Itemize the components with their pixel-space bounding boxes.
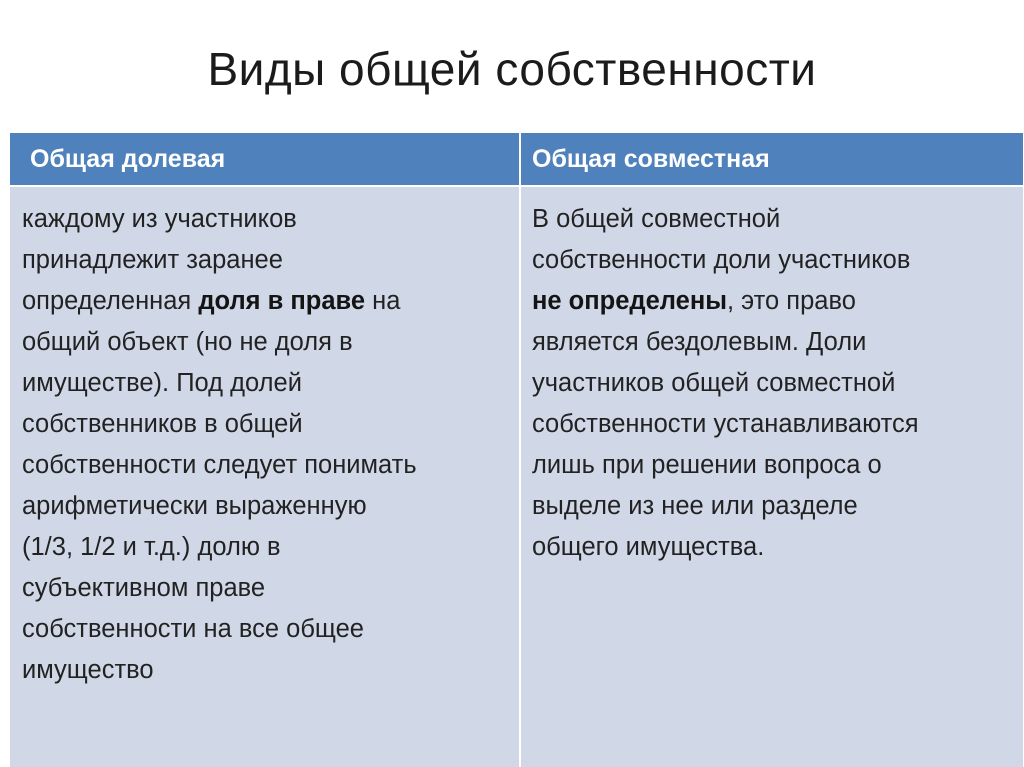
text-segment: каждому из участников — [22, 205, 297, 233]
slide-title: Виды общей собственности — [207, 43, 817, 95]
text-segment: , это право — [727, 287, 856, 315]
text-line — [22, 527, 509, 568]
text-segment: (1/3, 1/2 и т.д.) долю в — [22, 533, 281, 561]
text-line — [532, 281, 1013, 322]
text-segment: участников общей совместной — [532, 369, 896, 397]
text-segment: определенная — [22, 287, 199, 315]
text-segment: общего имущества. — [532, 533, 765, 561]
header-joint-ownership: Общая совместная — [521, 133, 1023, 185]
text-line — [532, 486, 1013, 527]
text-segment: является бездолевым. Доли — [532, 328, 867, 356]
joint-ownership-description — [521, 187, 1023, 767]
text-line — [22, 363, 509, 404]
emphasized-text: не определены — [532, 287, 727, 315]
text-segment: имуществе). Под долей — [22, 369, 302, 397]
text-line — [532, 445, 1013, 486]
text-line — [22, 240, 509, 281]
shared-ownership-description — [10, 187, 521, 767]
text-segment: собственности устанавливаются — [532, 410, 919, 438]
text-segment: собственников в общей — [22, 410, 303, 438]
text-segment: лишь при решении вопроса о — [532, 451, 882, 479]
text-line — [22, 568, 509, 609]
comparison-table — [10, 133, 1023, 767]
text-line — [22, 404, 509, 445]
text-line — [22, 650, 509, 691]
text-line — [22, 486, 509, 527]
text-line — [532, 363, 1013, 404]
text-segment: выделе из нее или разделе — [532, 492, 858, 520]
text-segment: В общей совместной — [532, 205, 781, 233]
text-line — [22, 281, 509, 322]
text-line — [532, 240, 1013, 281]
text-segment: субъективном праве — [22, 574, 266, 602]
text-line — [532, 527, 1013, 568]
text-line — [532, 199, 1013, 240]
text-segment: имущество — [22, 656, 154, 684]
text-line — [532, 404, 1013, 445]
text-line — [22, 445, 509, 486]
text-segment: собственности доли участников — [532, 246, 911, 274]
text-line — [532, 322, 1013, 363]
text-segment: собственности следует понимать — [22, 451, 417, 479]
text-segment: собственности на все общее — [22, 615, 364, 643]
text-line — [22, 322, 509, 363]
text-segment: арифметически выраженную — [22, 492, 367, 520]
emphasized-text: доля в праве — [198, 287, 366, 315]
text-segment: на — [365, 287, 401, 315]
table-body-row — [10, 187, 1023, 767]
text-segment: принадлежит заранее — [22, 246, 283, 274]
header-shared-ownership: Общая долевая — [10, 133, 521, 185]
text-line — [22, 199, 509, 240]
table-header-row — [10, 133, 1023, 187]
text-segment: общий объект (но не доля в — [22, 328, 353, 356]
text-line — [22, 609, 509, 650]
